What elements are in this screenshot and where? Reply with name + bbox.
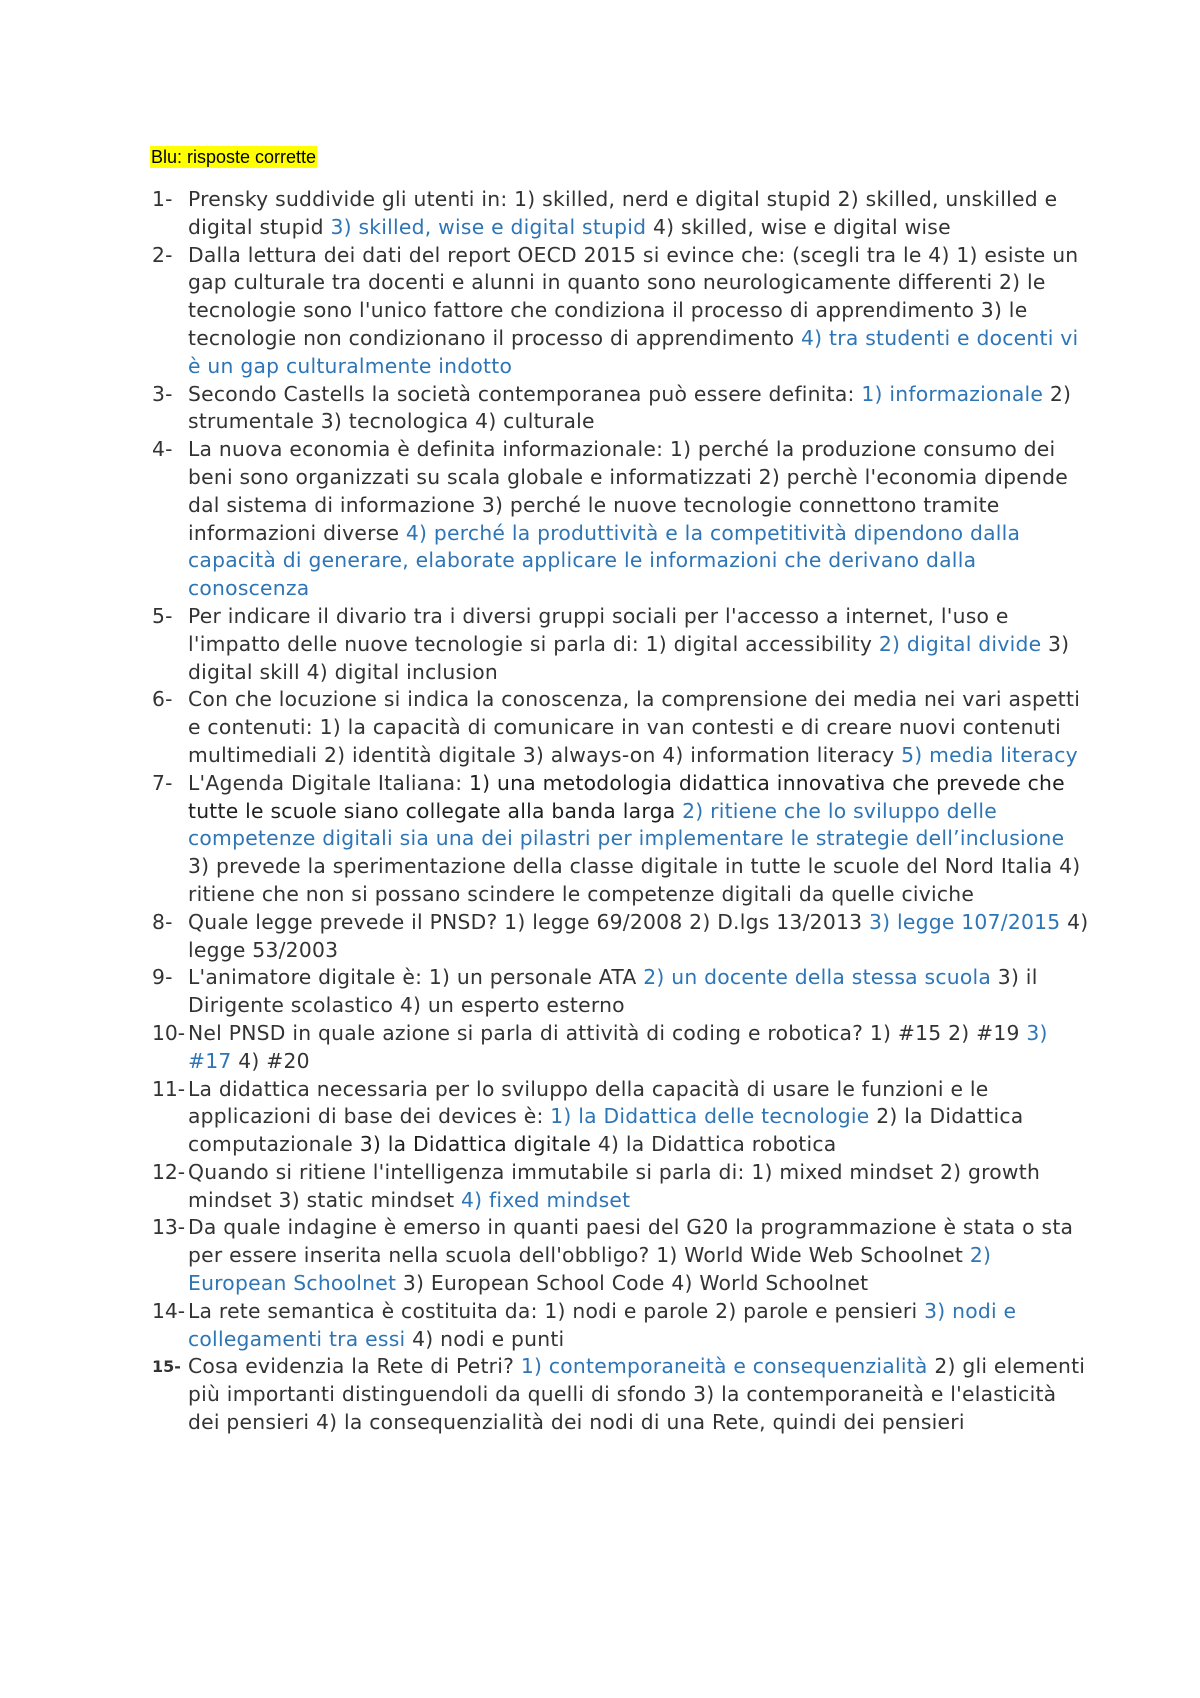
question-number: 2- — [152, 242, 173, 267]
question-text: 3) il Dirigente scolastico 4) un esperto esterno — [188, 965, 1038, 1018]
question-text: Per indicare il divario tra i diversi gruppi sociali per l'accesso a internet, l'uso e l'impatto delle nuove tecnologie si parla di: 1) digital accessibility — [188, 603, 1009, 656]
question-item — [152, 1298, 1092, 1354]
question-text: L'animatore digitale è: 1) un personale ATA — [188, 965, 644, 990]
legend-highlight: Blu: risposte corrette — [151, 147, 317, 167]
question-number: 13- — [152, 1215, 186, 1240]
question-text: 4) #20 — [231, 1048, 310, 1073]
question-item — [152, 381, 1092, 437]
question-text: 4) nodi e punti — [405, 1326, 565, 1351]
question-number: 9- — [152, 965, 173, 990]
question-number: 1- — [152, 187, 173, 211]
question-text: Cosa evidenzia la Rete di Petri? — [188, 1354, 521, 1379]
question-text: La didattica necessaria per lo sviluppo della capacità di usare le funzioni e le applicazioni di base dei devices è: — [188, 1076, 989, 1129]
question-text: 4) la Didattica robotica — [591, 1132, 837, 1157]
question-text: Quando si ritiene l'intelligenza immutabile si parla di: 1) mixed mindset 2) growth mindset 3) static mindset — [188, 1159, 1041, 1212]
question-text: 3) European School Code 4) World Schoolnet — [396, 1271, 869, 1296]
question-text: 3) prevede la sperimentazione della classe digitale in tutte le scuole del Nord Italia 4) ritiene che non si possano scindere le competenze digitali da quelle civiche — [188, 854, 1081, 906]
question-text: Dalla lettura dei dati del report OECD 2015 si evince che: (scegli tra le 4) 1) esiste un gap culturale tra docenti e alunni in quanto sono neurologicamente differenti 2) le tecnologie sono l'unico fattore che condiziona il processo di apprendimento 3) le tecnologie non condizionano il processo di apprendimento — [188, 242, 1079, 350]
question-text: Nel PNSD in quale azione si parla di attività di coding e robotica? 1) #15 2) #19 — [188, 1020, 1027, 1045]
question-item — [152, 770, 1092, 909]
correct-answer: 1) informazionale — [861, 381, 1044, 406]
correct-answer: 3) legge 107/2015 — [868, 909, 1061, 934]
correct-answer: 2) un docente della stessa scuola — [643, 965, 992, 990]
question-item — [152, 964, 1092, 1020]
question-text: 2) la Didattica computazionale — [188, 1104, 1024, 1157]
question-text: Con che locuzione si indica la conoscenza, la comprensione dei media nei vari aspetti e contenuti: 1) la capacità di comunicare in van contesti e di creare nuovi contenuti multimediali 2) identità digitale 3) always-on 4) information literacy — [188, 687, 1081, 767]
question-item — [152, 603, 1092, 686]
correct-answer: 4) perché la produttività e la competitività dipendono dalla capacità di generare, elaborate applicare le informazioni che derivano dalla conoscenza — [188, 520, 1021, 601]
question-item — [152, 1076, 1092, 1159]
question-item — [152, 909, 1092, 965]
correct-answer: 2) European Schoolnet — [188, 1243, 992, 1296]
question-number: 14- — [152, 1298, 186, 1323]
question-number: 7- — [152, 770, 173, 795]
correct-answer: 5) media literacy — [901, 742, 1078, 767]
question-item — [152, 1214, 1092, 1297]
question-text: Prensky suddivide gli utenti in: 1) skilled, nerd e digital stupid 2) skilled, unskilled e digital stupid — [188, 187, 1058, 239]
question-text: Quale legge prevede il PNSD? 1) legge 69/2008 2) D.lgs 13/2013 — [188, 909, 869, 934]
question-text: 4) skilled, wise e digital wise — [646, 214, 951, 239]
question-item — [152, 1159, 1092, 1215]
correct-answer: 4) tra studenti e docenti vi è un gap culturalmente indotto — [188, 325, 1079, 378]
question-text: 3) digital skill 4) digital inclusion — [188, 631, 1070, 684]
question-number: 11- — [152, 1076, 186, 1101]
question-number: 4- — [152, 437, 173, 462]
correct-answer: 1) contemporaneità e consequenzialità — [520, 1354, 928, 1379]
question-item — [152, 1020, 1092, 1076]
question-text: Da quale indagine è emerso in quanti paesi del G20 la programmazione è stata o sta per essere inserita nella scuola dell'obbligo? 1) World Wide Web Schoolnet — [188, 1215, 1074, 1268]
question-number: 15- — [152, 1357, 181, 1377]
answer-text: 3) la Didattica digitale — [359, 1132, 592, 1157]
question-number: 12- — [152, 1159, 186, 1184]
correct-answer: 3) nodi e collegamenti tra essi — [188, 1298, 1017, 1351]
question-text: L'Agenda Digitale Italiana: — [188, 770, 470, 795]
question-number: 5- — [152, 603, 173, 628]
question-item — [152, 1353, 1092, 1436]
question-item — [152, 436, 1092, 603]
correct-answer: 3) skilled, wise e digital stupid — [330, 214, 647, 239]
question-number: 6- — [152, 687, 173, 712]
question-text: 2) strumentale 3) tecnologica 4) culturale — [188, 381, 1072, 434]
correct-answer: 2) digital divide — [878, 631, 1042, 656]
question-text: La nuova economia è definita informazionale: 1) perché la produzione consumo dei beni sono organizzati su scala globale e informatizzati 2) perchè l'economia dipende dal sistema di informazione 3) perché le nuove tecnologie connettono tramite informazioni diverse — [188, 437, 1068, 545]
question-text: Secondo Castells la società contemporanea può essere definita: — [188, 381, 862, 406]
question-number: 10- — [152, 1020, 186, 1045]
question-item — [152, 242, 1092, 381]
question-item — [152, 186, 1092, 242]
answer-text: 1) una metodologia didattica innovativa che prevede che tutte le scuole siano collegate alla banda larga — [188, 770, 1065, 823]
question-text: 2) gli elementi più importanti distinguendoli da quelli di sfondo 3) la contemporaneità e l'elasticità dei pensieri 4) la consequenzialità dei nodi di una Rete, quindi dei pensieri — [188, 1354, 1086, 1435]
question-list — [152, 186, 1092, 1437]
question-text: La rete semantica è costituita da: 1) nodi e parole 2) parole e pensieri — [188, 1298, 925, 1323]
correct-answer: 1) la Didattica delle tecnologie — [550, 1104, 870, 1129]
correct-answer: 2) ritiene che lo sviluppo delle competenze digitali sia una dei pilastri per implementare le strategie dell’inclusione — [188, 798, 1065, 851]
question-number: 8- — [152, 909, 173, 934]
question-number: 3- — [152, 381, 173, 406]
question-text: 4) legge 53/2003 — [188, 909, 1089, 962]
question-item — [152, 686, 1092, 769]
correct-answer: 3) #17 — [188, 1020, 1048, 1073]
correct-answer: 4) fixed mindset — [461, 1187, 631, 1212]
